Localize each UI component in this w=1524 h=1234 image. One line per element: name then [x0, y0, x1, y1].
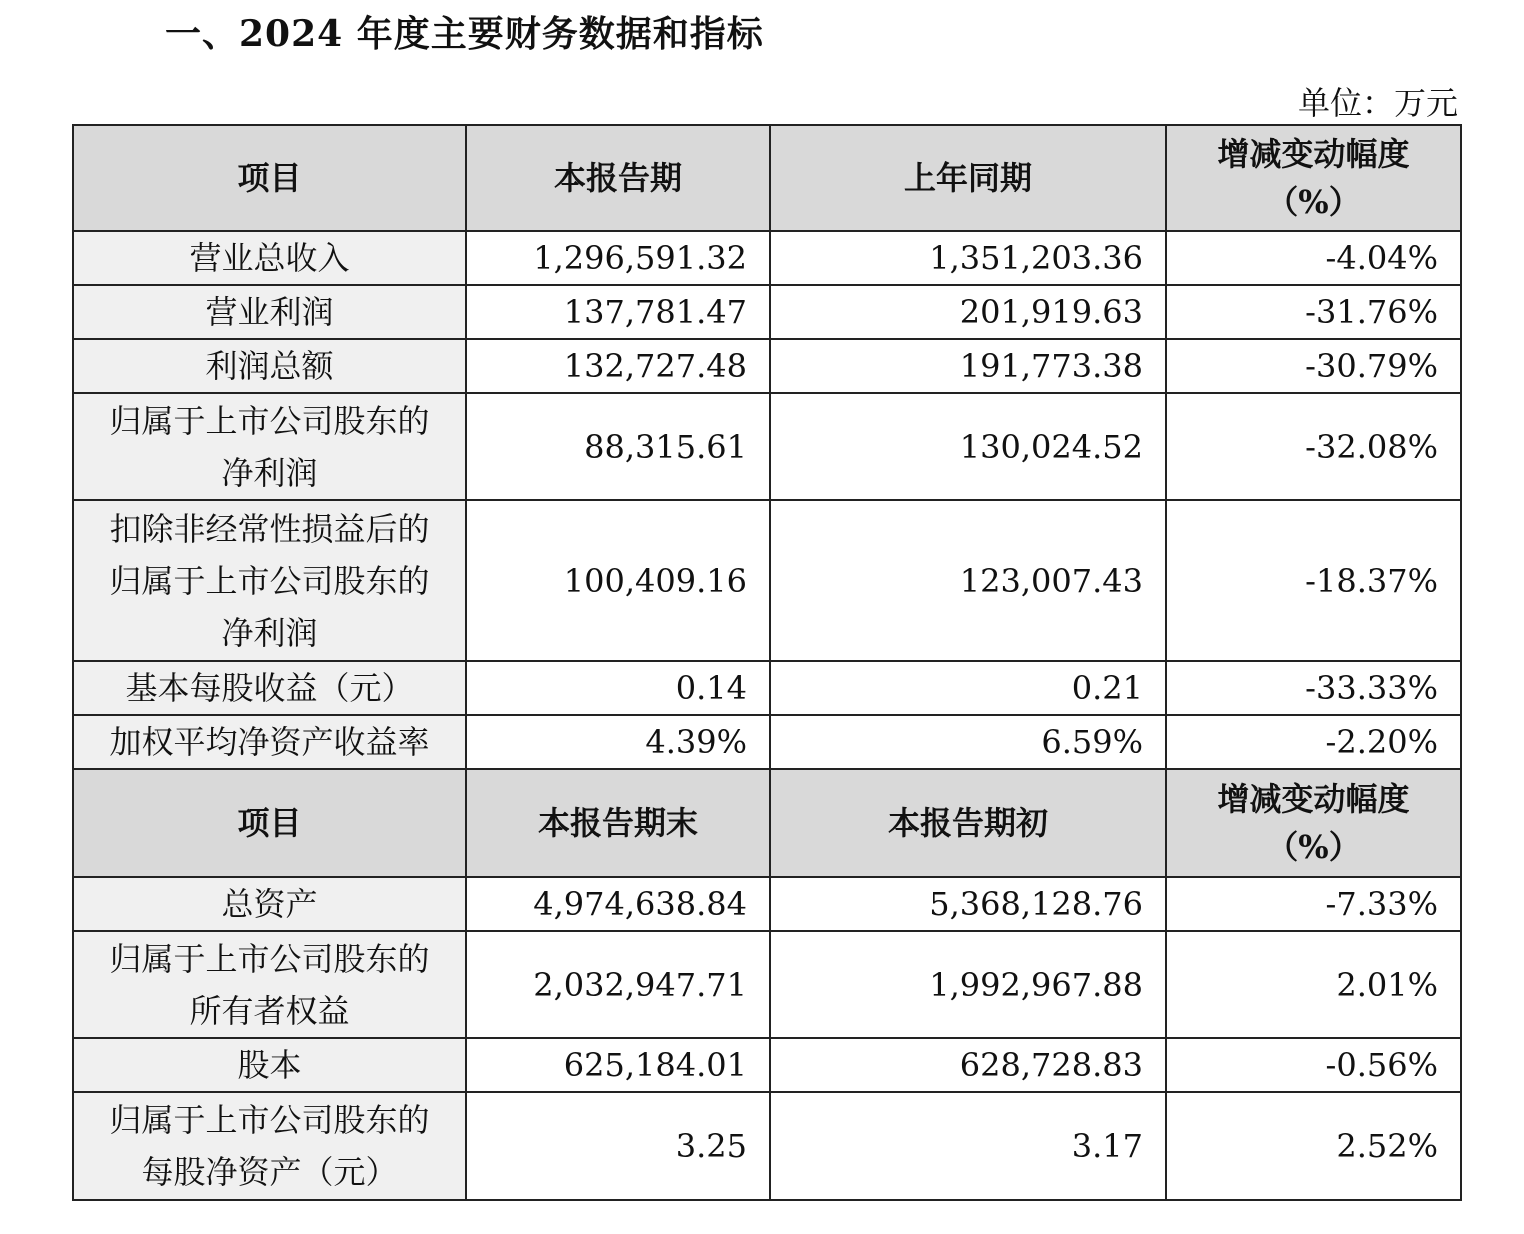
- cell-current: 3.25: [466, 1092, 770, 1200]
- cell-change: -4.04%: [1166, 231, 1461, 285]
- table-row: [73, 715, 1461, 769]
- row-label: 加权平均净资产收益率: [73, 715, 466, 769]
- cell-change: 2.52%: [1166, 1092, 1461, 1200]
- row-label: 营业总收入: [73, 231, 466, 285]
- row-label: 总资产: [73, 877, 466, 931]
- header-item: 项目: [73, 125, 466, 231]
- cell-change: -32.08%: [1166, 393, 1461, 500]
- table-row: [73, 285, 1461, 339]
- cell-current: 4.39%: [466, 715, 770, 769]
- cell-current: 625,184.01: [466, 1038, 770, 1092]
- cell-change: -2.20%: [1166, 715, 1461, 769]
- cell-current: 100,409.16: [466, 500, 770, 661]
- header-previous-period: 上年同期: [770, 125, 1166, 231]
- table-row: [73, 339, 1461, 393]
- row-label: 基本每股收益（元）: [73, 661, 466, 715]
- cell-change: -0.56%: [1166, 1038, 1461, 1092]
- unit-label: 单位：万元: [1297, 84, 1458, 122]
- header-change-unit: （%）: [1266, 828, 1361, 866]
- header-change-pct: [1166, 769, 1461, 877]
- cell-change: 2.01%: [1166, 931, 1461, 1038]
- row-label: 股本: [73, 1038, 466, 1092]
- cell-current: 4,974,638.84: [466, 877, 770, 931]
- cell-current: 137,781.47: [466, 285, 770, 339]
- cell-previous: 201,919.63: [770, 285, 1166, 339]
- cell-previous: 6.59%: [770, 715, 1166, 769]
- cell-current: 88,315.61: [466, 393, 770, 500]
- header-change-label: 增减变动幅度: [1217, 780, 1410, 818]
- header-item: 项目: [73, 769, 466, 877]
- cell-change: -33.33%: [1166, 661, 1461, 715]
- row-label: 归属于上市公司股东的 所有者权益: [73, 931, 466, 1038]
- row-label: 归属于上市公司股东的 净利润: [73, 393, 466, 500]
- cell-current: 132,727.48: [466, 339, 770, 393]
- cell-change: -31.76%: [1166, 285, 1461, 339]
- table-row: [73, 1038, 1461, 1092]
- cell-previous: 1,992,967.88: [770, 931, 1166, 1038]
- cell-change: -18.37%: [1166, 500, 1461, 661]
- row-label: 营业利润: [73, 285, 466, 339]
- table-row: [73, 231, 1461, 285]
- header-current-period: 本报告期: [466, 125, 770, 231]
- cell-current: 1,296,591.32: [466, 231, 770, 285]
- financial-table: [72, 124, 1462, 1201]
- header-change-label: 增减变动幅度: [1217, 135, 1410, 173]
- cell-previous: 1,351,203.36: [770, 231, 1166, 285]
- table-row: [73, 1092, 1461, 1200]
- table-row: [73, 877, 1461, 931]
- header-change-unit: （%）: [1266, 183, 1361, 221]
- cell-previous: 5,368,128.76: [770, 877, 1166, 931]
- header-period-end: 本报告期末: [466, 769, 770, 877]
- table-row: [73, 661, 1461, 715]
- cell-previous: 628,728.83: [770, 1038, 1166, 1092]
- cell-previous: 130,024.52: [770, 393, 1166, 500]
- header-change-pct: [1166, 125, 1461, 231]
- header-period-start: 本报告期初: [770, 769, 1166, 877]
- row-label: 利润总额: [73, 339, 466, 393]
- cell-change: -7.33%: [1166, 877, 1461, 931]
- cell-change: -30.79%: [1166, 339, 1461, 393]
- cell-current: 2,032,947.71: [466, 931, 770, 1038]
- row-label: 归属于上市公司股东的 每股净资产（元）: [73, 1092, 466, 1200]
- cell-previous: 191,773.38: [770, 339, 1166, 393]
- cell-current: 0.14: [466, 661, 770, 715]
- table-row: [73, 500, 1461, 661]
- cell-previous: 3.17: [770, 1092, 1166, 1200]
- table1-header-row: [73, 125, 1461, 231]
- table-row: [73, 393, 1461, 500]
- row-label: 扣除非经常性损益后的 归属于上市公司股东的 净利润: [73, 500, 466, 661]
- table2-header-row: [73, 769, 1461, 877]
- cell-previous: 0.21: [770, 661, 1166, 715]
- page-title: 一、2024 年度主要财务数据和指标: [165, 13, 764, 55]
- cell-previous: 123,007.43: [770, 500, 1166, 661]
- table-row: [73, 931, 1461, 1038]
